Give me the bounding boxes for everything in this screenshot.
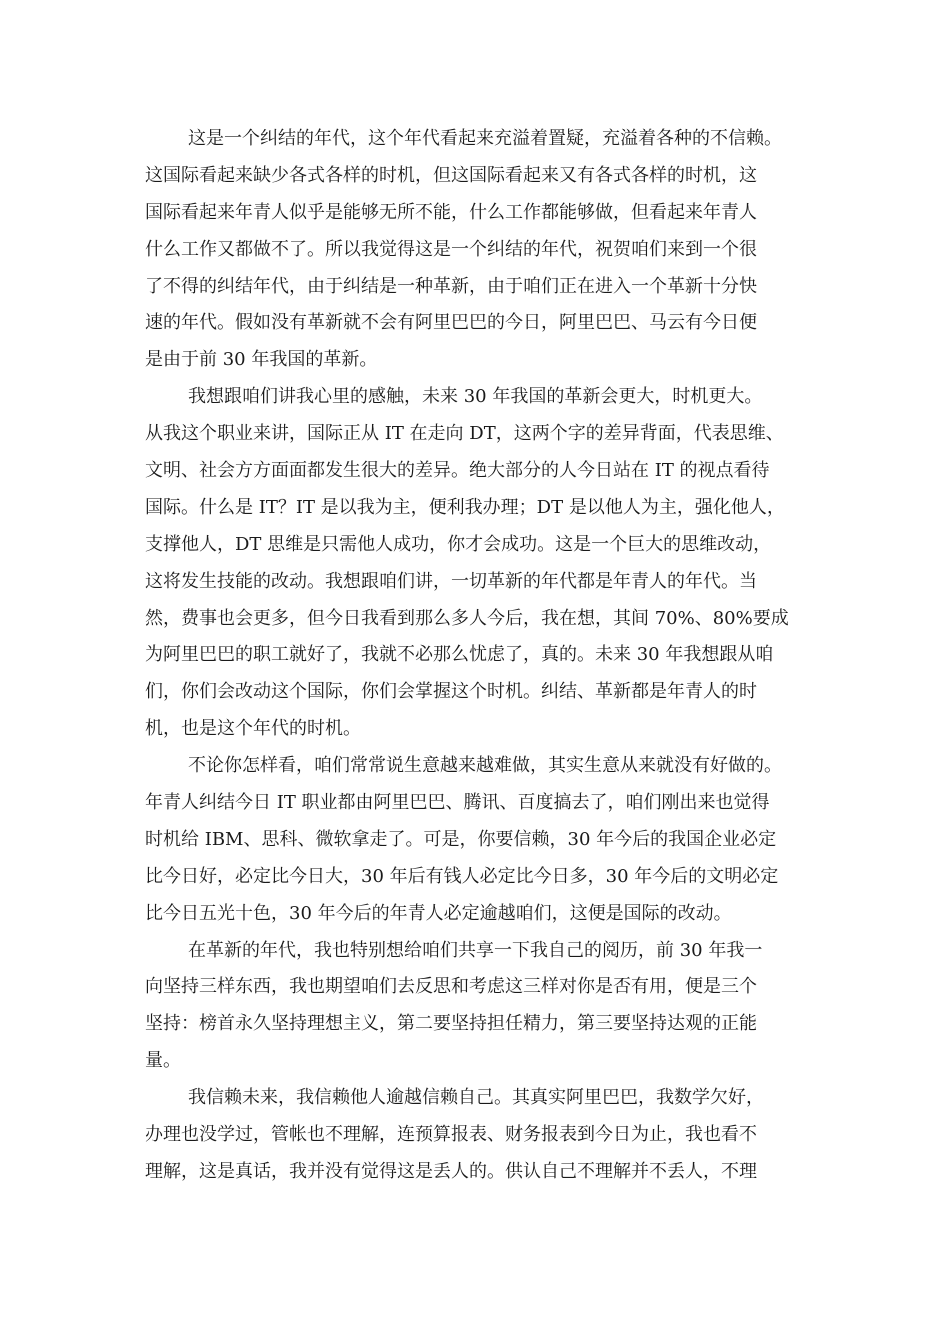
text-line: 坚持：榜首永久坚持理想主义，第二要坚持担任精力，第三要坚持达观的正能	[145, 1013, 757, 1035]
text-line: 机，也是这个年代的时机。	[145, 718, 361, 740]
text-line: 我想跟咱们讲我心里的感触，未来 30 年我国的革新会更大，时机更大。	[188, 386, 763, 408]
text-line: 向坚持三样东西，我也期望咱们去反思和考虑这三样对你是否有用，便是三个	[145, 976, 757, 998]
text-line: 们，你们会改动这个国际，你们会掌握这个时机。纠结、革新都是年青人的时	[145, 681, 757, 703]
text-line: 时机给 IBM、思科、微软拿走了。可是，你要信赖，30 年今后的我国企业必定	[145, 828, 777, 850]
text-line: 这国际看起来缺少各式各样的时机，但这国际看起来又有各式各样的时机，这	[145, 164, 757, 186]
text-line: 然，费事也会更多，但今日我看到那么多人今后，我在想，其间 70%、80%要成	[145, 607, 789, 629]
paragraph-5	[145, 1080, 825, 1191]
text-line: 了不得的纠结年代，由于纠结是一种革新，由于咱们正在进入一个革新十分快	[145, 275, 757, 297]
text-line: 国际看起来年青人似乎是能够无所不能，什么工作都能够做，但看起来年青人	[145, 201, 757, 223]
text-line: 比今日好，必定比今日大，30 年后有钱人必定比今日多，30 年今后的文明必定	[145, 865, 779, 887]
text-line: 从我这个职业来讲，国际正从 IT 在走向 DT，这两个字的差异背面，代表思维、	[145, 423, 784, 445]
text-line: 国际。什么是 IT？IT 是以我为主，便利我办理；DT 是以他人为主，强化他人，	[145, 496, 785, 518]
text-line: 为阿里巴巴的职工就好了，我就不必那么忧虑了，真的。未来 30 年我想跟从咱	[145, 644, 774, 666]
text-line: 这是一个纠结的年代，这个年代看起来充溢着置疑，充溢着各种的不信赖。	[188, 128, 782, 149]
text-line: 量。	[145, 1050, 181, 1072]
paragraph-1	[145, 121, 825, 379]
text-line: 速的年代。假如没有革新就不会有阿里巴巴的今日，阿里巴巴、马云有今日便	[145, 312, 757, 334]
text-line: 不论你怎样看，咱们常常说生意越来越难做，其实生意从来就没有好做的。	[188, 755, 782, 777]
text-line: 理解，这是真话，我并没有觉得这是丢人的。供认自己不理解并不丢人，不理	[145, 1160, 757, 1182]
text-line: 这将发生技能的改动。我想跟咱们讲，一切革新的年代都是年青人的年代。当	[145, 570, 757, 592]
text-line: 支撑他人，DT 思维是只需他人成功，你才会成功。这是一个巨大的思维改动，	[145, 533, 772, 555]
text-line: 是由于前 30 年我国的革新。	[145, 349, 378, 371]
text-line: 什么工作又都做不了。所以我觉得这是一个纠结的年代，祝贺咱们来到一个很	[145, 238, 757, 260]
paragraph-3	[145, 748, 825, 932]
paragraph-2	[145, 379, 825, 748]
document-body	[145, 121, 825, 1191]
text-line: 年青人纠结今日 IT 职业都由阿里巴巴、腾讯、百度搞去了，咱们刚出来也觉得	[145, 792, 770, 814]
text-line: 办理也没学过，管帐也不理解，连预算报表、财务报表到今日为止，我也看不	[145, 1124, 757, 1146]
paragraph-4	[145, 933, 825, 1081]
text-line: 在革新的年代，我也特别想给咱们共享一下我自己的阅历，前 30 年我一	[188, 939, 763, 961]
text-line: 比今日五光十色，30 年今后的年青人必定逾越咱们，这便是国际的改动。	[145, 902, 732, 924]
text-line: 我信赖未来，我信赖他人逾越信赖自己。其真实阿里巴巴，我数学欠好，	[188, 1087, 764, 1109]
text-line: 文明、社会方方面面都发生很大的差异。绝大部分的人今日站在 IT 的视点看待	[145, 460, 770, 482]
